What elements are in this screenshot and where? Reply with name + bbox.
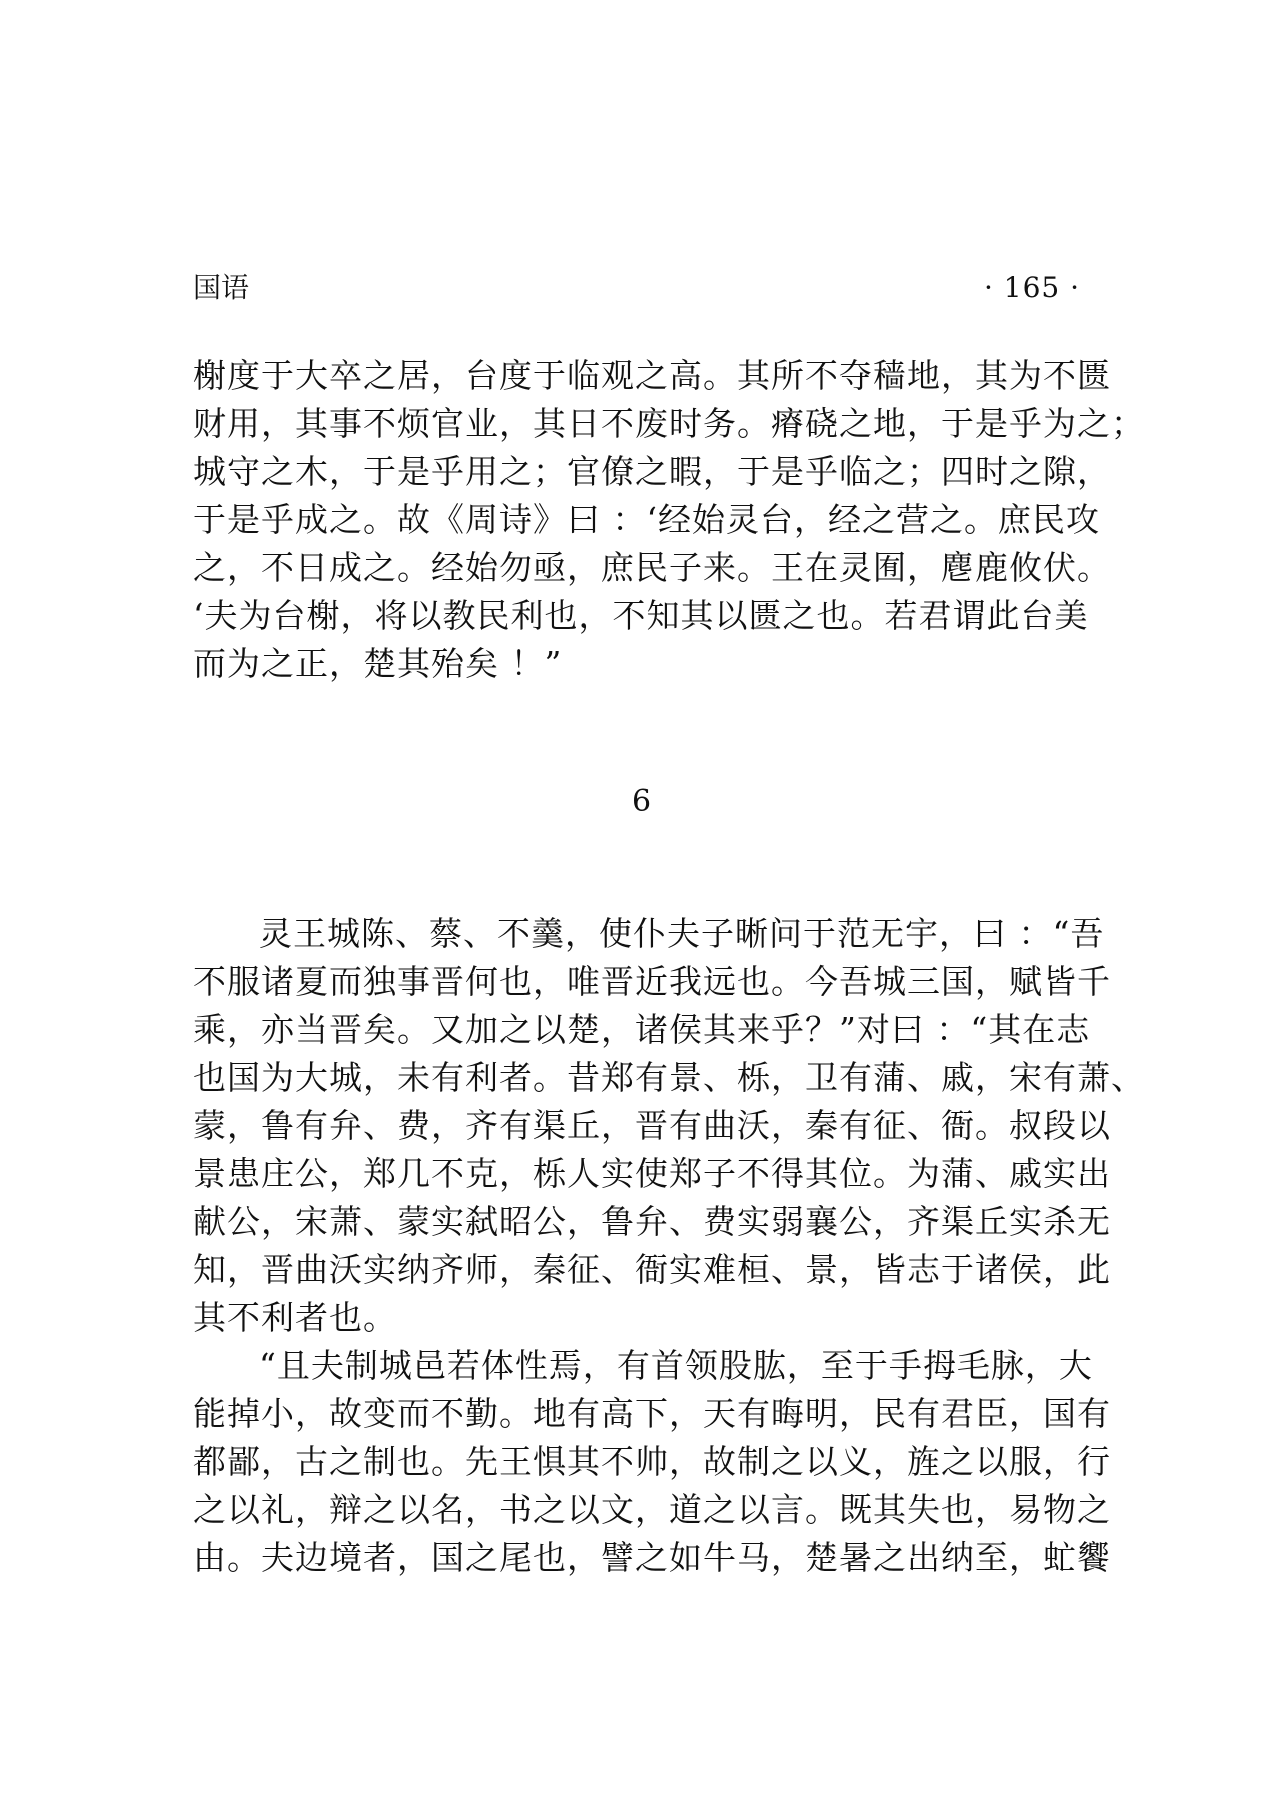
text-line: 而为之正，楚其殆矣 ！” (193, 644, 563, 683)
text-line: 不服诸夏而独事晋何也，唯晋近我远也。今吾城三国，赋皆千 (193, 962, 1111, 1001)
top-paragraph (193, 352, 1145, 688)
text-line: 之，不日成之。经始勿亟，庶民子来。王在灵囿，麀鹿攸伏。 (193, 548, 1111, 587)
section-number: 6 (631, 784, 652, 819)
text-line: 也国为大城，未有利者。昔郑有景、栎，卫有蒲、戚，宋有萧、 (193, 1058, 1145, 1097)
paragraph-2 (193, 1342, 1111, 1582)
page-number: · 165 · (983, 271, 1080, 304)
text-line: 由。夫边境者，国之尾也，譬之如牛马，楚暑之出纳至，虻饗 (193, 1538, 1111, 1577)
text-line: 景患庄公，郑几不克，栎人实使郑子不得其位。为蒲、戚实出 (193, 1154, 1111, 1193)
text-line: 献公，宋萧、蒙实弑昭公，鲁弁、费实弱襄公，齐渠丘实杀无 (193, 1202, 1111, 1241)
text-line: 蒙，鲁有弁、费，齐有渠丘，晋有曲沃，秦有征、衙。叔段以 (193, 1106, 1111, 1145)
text-line: 都鄙，古之制也。先王惧其不帅，故制之以义，旌之以服，行 (193, 1442, 1111, 1481)
text-line: 于是乎成之。故《周诗》曰 ：‘经始灵台，经之营之。庶民攻 (193, 500, 1100, 539)
bottom-text (193, 910, 1145, 1582)
paragraph-1 (193, 910, 1145, 1342)
text-line: 财用，其事不烦官业，其日不废时务。瘠硗之地，于是乎为之； (193, 404, 1145, 443)
text-line: “且夫制城邑若体性焉，有首领股肱，至于手拇毛脉，大 (259, 1346, 1093, 1385)
text-line: ‘夫为台榭，将以教民利也，不知其以匮之也。若君谓此台美 (193, 596, 1089, 635)
running-header (193, 268, 1080, 308)
book-title: 国语 (193, 271, 250, 304)
text-line: 城守之木，于是乎用之；官僚之暇，于是乎临之；四时之隙， (193, 452, 1111, 491)
text-line: 之以礼，辩之以名，书之以文，道之以言。既其失也，易物之 (193, 1490, 1111, 1529)
text-line: 其不利者也。 (193, 1298, 397, 1337)
text-line: 能掉小，故变而不勤。地有高下，天有晦明，民有君臣，国有 (193, 1394, 1111, 1433)
text-line: 乘，亦当晋矣。又加之以楚，诸侯其来乎？”对曰 ：“其在志 (193, 1010, 1091, 1049)
text-line: 知，晋曲沃实纳齐师，秦征、衙实难桓、景，皆志于诸侯，此 (193, 1250, 1111, 1289)
text-line: 榭度于大卒之居，台度于临观之高。其所不夺穑地，其为不匮 (193, 356, 1111, 395)
text-line: 灵王城陈、蔡、不羹，使仆夫子晰问于范无宇，曰 ：“吾 (259, 914, 1105, 953)
